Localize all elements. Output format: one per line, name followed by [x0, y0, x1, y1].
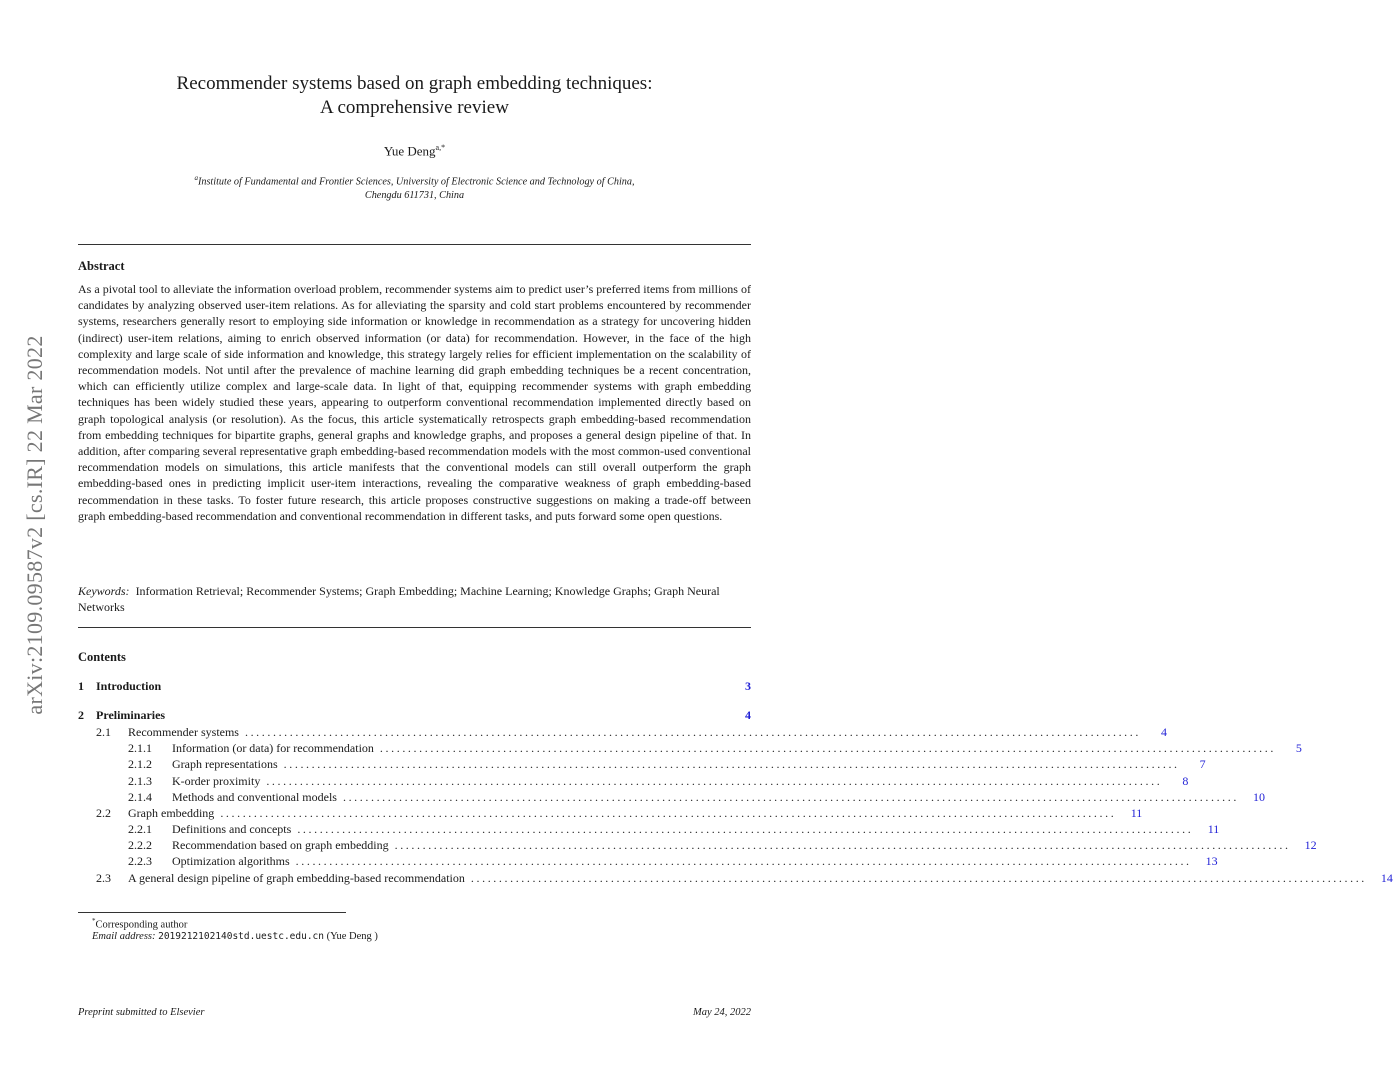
toc-entry-title: K-order proximity [172, 774, 261, 788]
toc-page-link[interactable]: 7 [1199, 757, 1206, 771]
toc-entry-number: 2.2.3 [128, 854, 152, 868]
arxiv-identifier-stamp [22, 292, 48, 758]
toc-entry-2-1-4[interactable] [78, 790, 1265, 806]
affiliation-line-2: Chengdu 611731, China [364, 189, 465, 201]
footnote-email [92, 931, 378, 942]
paper-title-line-1: Recommender systems based on graph embedding techniques: [176, 73, 653, 94]
toc-entry-2-1[interactable] [78, 725, 1167, 741]
toc-entry-number: 1 [78, 679, 84, 693]
toc-page-link[interactable]: 10 [1252, 790, 1265, 804]
email-label: Email address: [92, 931, 156, 942]
toc-entry-number: 2.1.4 [128, 790, 152, 804]
toc-entry-2-1-2[interactable] [78, 757, 1206, 773]
toc-entry-number: 2.3 [96, 871, 111, 885]
toc-page-link[interactable]: 8 [1182, 774, 1189, 788]
abstract-top-rule [78, 244, 751, 245]
toc-entry-number: 2.2 [96, 806, 111, 820]
toc-dot-leader: ................................................................................................................................................................ [244, 725, 1141, 739]
toc-page-link[interactable]: 5 [1295, 741, 1302, 755]
keywords-label: Keywords: [78, 584, 130, 598]
toc-entry-2-2-1[interactable] [78, 822, 1220, 838]
author-affiliation-marks: a,* [435, 143, 446, 152]
toc-dot-leader: ................................................................................................................................................................ [297, 822, 1194, 836]
footnote-rule [78, 912, 346, 913]
toc-entry-title: Recommendation based on graph embedding [172, 838, 389, 852]
footnote-corresponding-text: Corresponding author [95, 919, 188, 931]
abstract-body: As a pivotal tool to alleviate the information overload problem, recommender systems aim to predict user’s preferred items from millions of candidates by analyzing observed user-item relations. As for alleviating the sparsity and cold start problems encountered by recommender systems, researchers generally resort to employing side information or knowledge in recommendation as a strategy for uncovering hidden (indirect) user-item relations, aiming to enrich observed information (or data) for recommendation. However, in the face of the high complexity and large scale of side information and knowledge, this strategy largely relies for efficient implementation on the scalability of recommendation models. Not until after the prevalence of machine learning did graph embedding techniques be a recent concentration, which can efficiently utilize complex and large-scale data. In light of that, equipping recommender systems with graph embedding techniques has been widely studied these years, appearing to outperform conventional recommendation implemented directly based on graph topological analysis (or resolution). As the focus, this article systematically retrospects graph embedding-based recommendation from embedding techniques for bipartite graphs, general graphs and knowledge graphs, and proposes a general design pipeline of that. In addition, after comparing several representative graph embedding-based recommendation models with the most common-used conventional recommendation models on simulations, this article manifests that the conventional models can still overall outperform the graph embedding-based ones in predicting implicit user-item interactions, revealing the comparative weakness of graph embedding-based recommendation in these tasks. To foster future research, this article proposes constructive suggestions on making a trade-off between graph embedding-based recommendation and conventional recommendation in different tasks, and puts forward some open questions. [78, 282, 751, 523]
toc-entry-2[interactable] [78, 708, 751, 724]
toc-entry-title: Graph representations [172, 757, 278, 771]
toc-dot-leader: ................................................................................................................................................................ [470, 871, 1367, 885]
toc-page-link[interactable]: 12 [1304, 838, 1317, 852]
affiliation-line-1 [78, 172, 751, 189]
arxiv-identifier-text: arXiv:2109.09587v2 [cs.IR] 22 Mar 2022 [22, 335, 47, 715]
toc-entry-title: Introduction [96, 679, 162, 693]
toc-dot-leader: ................................................................................................................................................................ [379, 741, 1276, 755]
toc-dot-leader: ................................................................................................................................................................ [342, 790, 1239, 804]
toc-entry-2-1-1[interactable] [78, 741, 1302, 757]
keywords-text: Information Retrieval; Recommender Systems; Graph Embedding; Machine Learning; Knowledge Graphs; Graph Neural Networks [78, 584, 720, 615]
toc-entry-title: Information (or data) for recommendation [172, 741, 374, 755]
abstract-bottom-rule [78, 627, 751, 628]
email-owner: (Yue Deng ) [326, 931, 378, 942]
toc-dot-leader: ................................................................................................................................................................ [394, 838, 1291, 852]
toc-entry-2-2-2[interactable] [78, 838, 1317, 854]
toc-entry-title: Preliminaries [96, 708, 166, 722]
toc-entry-number: 2.1.1 [128, 741, 152, 755]
toc-entry-number: 2.1 [96, 725, 111, 739]
toc-entry-number: 2.2.1 [128, 822, 152, 836]
toc-entry-2-3[interactable] [78, 871, 1393, 887]
toc-entry-title: Graph embedding [128, 806, 215, 820]
toc-dot-leader: ................................................................................................................................................................ [283, 757, 1180, 771]
toc-entry-title: A general design pipeline of graph embedding-based recommendation [128, 871, 465, 885]
keywords-line [78, 583, 751, 615]
toc-page-link[interactable]: 14 [1380, 871, 1393, 885]
toc-entry-number: 2.1.3 [128, 774, 152, 788]
toc-page-link[interactable]: 11 [1130, 806, 1143, 820]
abstract-heading: Abstract [78, 259, 125, 273]
toc-entry-1[interactable] [78, 679, 751, 695]
footer-preprint-note: Preprint submitted to Elsevier [78, 1007, 205, 1018]
affiliation-line-1-text: Institute of Fundamental and Frontier Sciences, University of Electronic Science and Technology of China, [197, 176, 635, 188]
footnote-corresponding [92, 917, 187, 931]
author-line [78, 143, 751, 159]
toc-page-link[interactable]: 3 [745, 679, 751, 693]
toc-entry-title: Definitions and concepts [172, 822, 292, 836]
affiliation-mark: a [194, 174, 198, 182]
toc-dot-leader: ................................................................................................................................................................ [220, 806, 1117, 820]
toc-entry-title: Methods and conventional models [172, 790, 337, 804]
toc-entry-number: 2.1.2 [128, 757, 152, 771]
contents-heading: Contents [78, 650, 126, 664]
toc-entry-title: Recommender systems [128, 725, 239, 739]
toc-entry-title: Optimization algorithms [172, 854, 290, 868]
affiliation [78, 172, 751, 202]
toc-entry-2-1-3[interactable] [78, 774, 1189, 790]
toc-page-link[interactable]: 11 [1207, 822, 1220, 836]
toc-dot-leader: ................................................................................................................................................................ [266, 774, 1163, 788]
toc-page-link[interactable]: 13 [1205, 854, 1218, 868]
toc-page-link[interactable]: 4 [1160, 725, 1167, 739]
toc-entry-2-2[interactable] [78, 806, 1143, 822]
author-name: Yue Deng [383, 143, 436, 159]
footnote-corresponding-mark: * [92, 917, 96, 925]
paper-title [78, 72, 751, 120]
toc-dot-leader: ................................................................................................................................................................ [295, 854, 1192, 868]
paper-title-line-2: A comprehensive review [320, 97, 509, 118]
footer-date: May 24, 2022 [692, 1007, 751, 1018]
email-address-link[interactable]: 2019212102140std.uestc.edu.cn [158, 931, 324, 942]
toc-page-link[interactable]: 4 [745, 708, 751, 722]
toc-entry-number: 2.2.2 [128, 838, 152, 852]
toc-entry-2-2-3[interactable] [78, 854, 1218, 870]
toc-entry-number: 2 [78, 708, 84, 722]
